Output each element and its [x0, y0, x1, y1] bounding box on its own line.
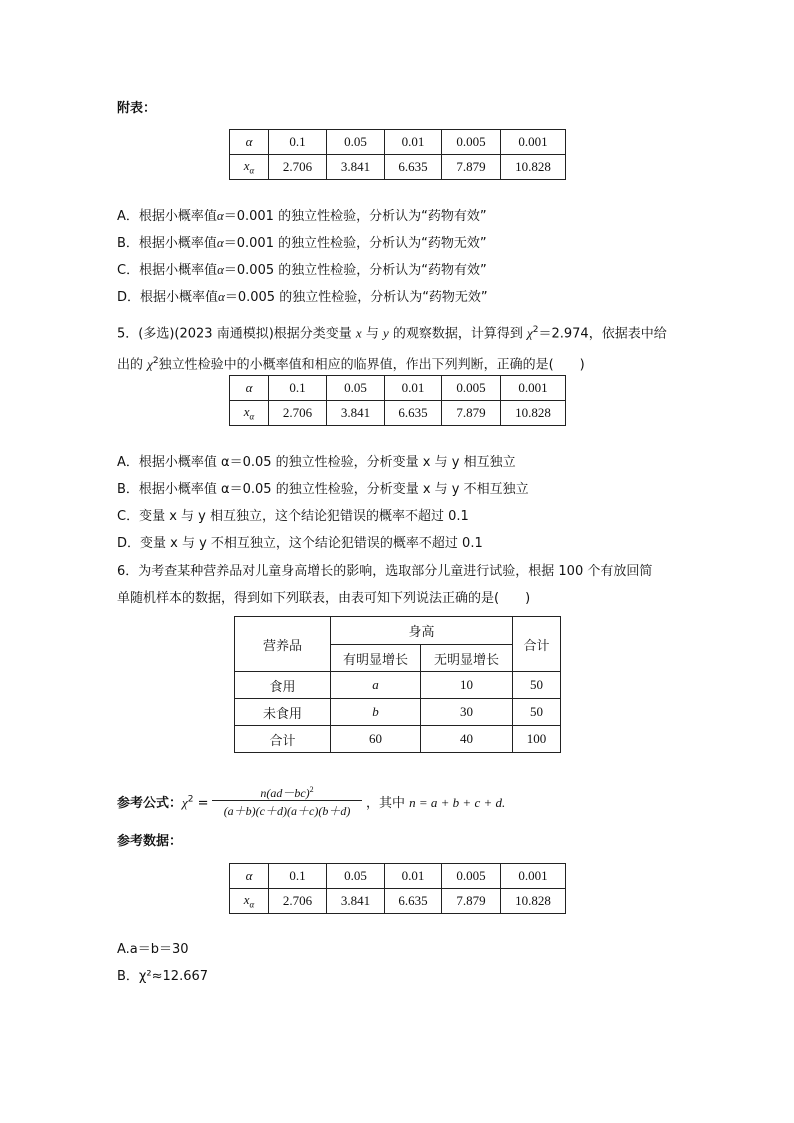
header-no-significant-growth: 无明显增长: [421, 645, 513, 672]
q5-option-c: C．变量 x 与 y 相互独立，这个结论犯错误的概率不超过 0.1: [117, 509, 469, 524]
alpha-cell: 0.001: [501, 130, 566, 155]
alpha-header: α: [230, 376, 269, 401]
q5-option-a: A．根据小概率值 α＝0.05 的独立性检验，分析变量 x 与 y 相互独立: [117, 455, 516, 470]
table-cell: 30: [421, 699, 513, 726]
q6-option-b: B．χ²≈12.667: [117, 969, 209, 984]
critical-value-cell: 2.706: [269, 401, 327, 426]
fraction-bar: [212, 800, 362, 801]
table-cell: 100: [513, 726, 561, 753]
chi-square-formula-fraction: [212, 781, 362, 820]
alpha-cell: 0.05: [327, 864, 385, 889]
alpha-header: α: [230, 130, 269, 155]
alpha-header: α: [230, 864, 269, 889]
q4-option-a: A．根据小概率值α＝0.001 的独立性检验，分析认为“药物有效”: [117, 208, 487, 224]
alpha-cell: 0.1: [269, 864, 327, 889]
critical-value-table-1: [229, 129, 566, 180]
q5-option-d: D．变量 x 与 y 不相互独立，这个结论犯错误的概率不超过 0.1: [117, 536, 483, 551]
alpha-cell: 0.1: [269, 130, 327, 155]
critical-value-cell: 7.879: [442, 401, 501, 426]
alpha-cell: 0.005: [442, 130, 501, 155]
table-cell: b: [331, 699, 421, 726]
alpha-cell: 0.005: [442, 864, 501, 889]
x-alpha-header: $x_\alpha$: [230, 889, 269, 914]
critical-value-cell: 6.635: [385, 401, 442, 426]
alpha-cell: 0.05: [327, 130, 385, 155]
alpha-cell: 0.01: [385, 130, 442, 155]
q4-option-c: C．根据小概率值α＝0.005 的独立性检验，分析认为“药物有效”: [117, 262, 487, 278]
q6-stem-line-2: 单随机样本的数据，得到如下列联表，由表可知下列说法正确的是( ): [117, 591, 531, 606]
table-cell: 50: [513, 672, 561, 699]
alpha-cell: 0.001: [501, 376, 566, 401]
critical-value-cell: 6.635: [385, 155, 442, 180]
alpha-cell: 0.001: [501, 864, 566, 889]
q6-option-a: A.a＝b＝30: [117, 942, 189, 957]
alpha-cell: 0.1: [269, 376, 327, 401]
critical-value-cell: 3.841: [327, 155, 385, 180]
critical-value-cell: 7.879: [442, 155, 501, 180]
critical-value-cell: 6.635: [385, 889, 442, 914]
row-label: 食用: [235, 672, 331, 699]
formula-tail: ，其中 n = a + b + c + d.: [366, 795, 506, 811]
critical-value-cell: 10.828: [501, 889, 566, 914]
critical-value-cell: 10.828: [501, 401, 566, 426]
q6-stem-line-1: 6．为考查某种营养品对儿童身高增长的影响，选取部分儿童进行试验，根据 100 个有放回简: [117, 564, 653, 579]
alpha-cell: 0.05: [327, 376, 385, 401]
critical-value-cell: 2.706: [269, 155, 327, 180]
row-label: 合计: [235, 726, 331, 753]
formula-numerator: $n(ad-bc)^2$: [260, 785, 314, 800]
q4-option-b: B．根据小概率值α＝0.001 的独立性检验，分析认为“药物无效”: [117, 235, 487, 251]
header-height: 身高: [331, 617, 513, 645]
formula-label: 参考公式：$\chi^2$ =: [117, 794, 209, 811]
q5-stem-line-1: 5．(多选)(2023 南通模拟)根据分类变量 x 与 y 的观察数据，计算得到 $\chi^2=2.974$，依据表中给: [117, 325, 667, 342]
reference-data-label: 参考数据：: [117, 834, 183, 849]
alpha-cell: 0.01: [385, 864, 442, 889]
critical-value-cell: 10.828: [501, 155, 566, 180]
header-nutrient: 营养品: [235, 617, 331, 672]
table-cell: 60: [331, 726, 421, 753]
header-significant-growth: 有明显增长: [331, 645, 421, 672]
critical-value-table-2: [229, 375, 566, 426]
header-total: 合计: [513, 617, 561, 672]
x-alpha-header: $x_\alpha$: [230, 401, 269, 426]
table-cell: 10: [421, 672, 513, 699]
contingency-table: [234, 616, 561, 753]
table-cell: 40: [421, 726, 513, 753]
q5-option-b: B．根据小概率值 α＝0.05 的独立性检验，分析变量 x 与 y 不相互独立: [117, 482, 529, 497]
table-cell: a: [331, 672, 421, 699]
q4-option-d: D．根据小概率值α＝0.005 的独立性检验，分析认为“药物无效”: [117, 289, 488, 305]
q5-stem-line-2: 出的 $\chi^2$独立性检验中的小概率值和相应的临界值，作出下列判断，正确的是( ): [117, 356, 585, 373]
critical-value-cell: 3.841: [327, 889, 385, 914]
critical-value-cell: 7.879: [442, 889, 501, 914]
alpha-cell: 0.01: [385, 376, 442, 401]
x-alpha-header: $x_\alpha$: [230, 155, 269, 180]
critical-value-cell: 2.706: [269, 889, 327, 914]
critical-value-cell: 3.841: [327, 401, 385, 426]
row-label: 未食用: [235, 699, 331, 726]
alpha-cell: 0.005: [442, 376, 501, 401]
formula-denominator: (a＋b)(c＋d)(a＋c)(b＋d): [223, 804, 351, 818]
table-cell: 50: [513, 699, 561, 726]
critical-value-table-3: [229, 863, 566, 914]
appendix-label: 附表：: [117, 101, 157, 116]
